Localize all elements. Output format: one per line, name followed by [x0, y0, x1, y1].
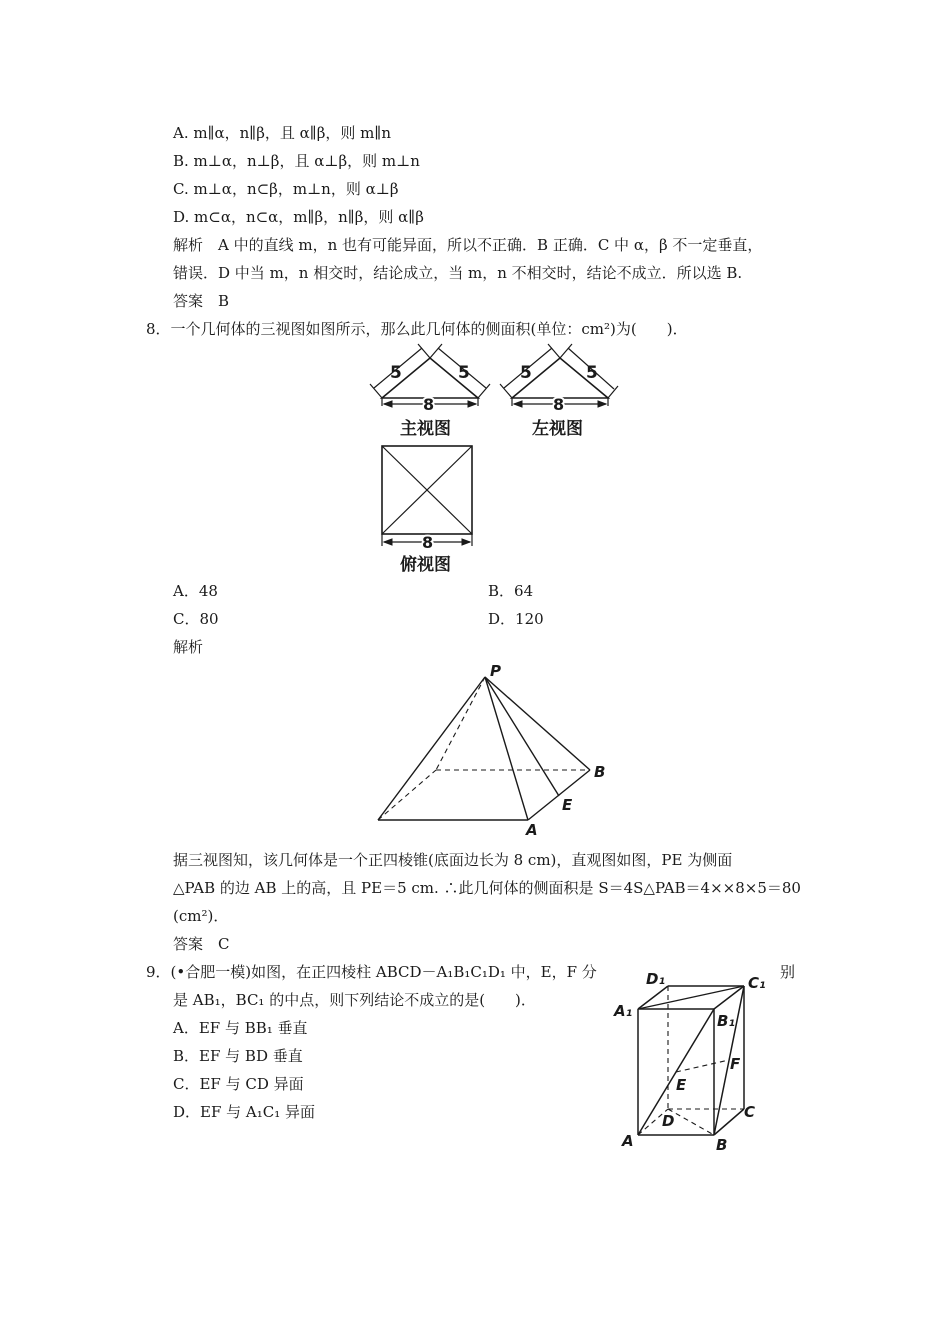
q8-explanation-line-2: △PAB 的边 AB 上的高，且 PE＝5 cm. ∴此几何体的侧面积是 S＝4S△PAB＝4××8×5＝80: [173, 879, 801, 897]
q8-option-b: B．64: [488, 582, 534, 600]
q9-option-d: D．EF 与 A₁C₁ 异面: [173, 1103, 316, 1121]
q9-stem-line-2: 是 AB₁，BC₁ 的中点，则下列结论不成立的是( )．: [173, 991, 536, 1009]
arrow-head-right: [598, 401, 606, 407]
side-slant-left: 5: [520, 363, 532, 383]
front-slant-right: 5: [458, 363, 470, 383]
q8-explanation-line-1: 据三视图知，该几何体是一个正四棱锥(底面边长为 8 cm)，直观图如图，PE 为侧面: [173, 851, 733, 869]
arrow-head-left: [514, 401, 522, 407]
q9-option-a: A．EF 与 BB₁ 垂直: [173, 1019, 308, 1037]
top-view: [382, 446, 472, 575]
prism-label-f: F: [730, 1055, 741, 1073]
q8-answer: 答案 C: [173, 935, 230, 953]
prism-label-a: A: [622, 1132, 634, 1150]
prism-label-d: D: [662, 1112, 675, 1130]
q8-explanation-line-3: (cm²)．: [173, 907, 229, 925]
q9-option-c: C．EF 与 CD 异面: [173, 1075, 304, 1093]
front-view: [370, 344, 490, 439]
prism-label-b: B: [716, 1136, 728, 1154]
pyramid-label-e: E: [562, 796, 573, 814]
prism-label-e: E: [676, 1076, 687, 1094]
q9-option-b: B．EF 与 BD 垂直: [173, 1047, 303, 1065]
q7-option-a: A. m∥α，n∥β，且 α∥β，则 m∥n: [173, 124, 391, 142]
top-base-length: 8: [422, 533, 434, 552]
q7-analysis-line-2: 错误．D 中当 m，n 相交时，结论成立，当 m，n 不相交时，结论不成立．所以选 B.: [173, 264, 743, 282]
front-slant-left: 5: [390, 363, 402, 383]
prism-label-a1: A₁: [614, 1002, 633, 1020]
q9-stem-tail: 别: [780, 963, 796, 981]
side-view-label: 左视图: [532, 419, 583, 439]
prism-figure: [610, 960, 770, 1160]
q8-option-d: D．120: [488, 610, 544, 628]
three-view-figure: [360, 340, 620, 580]
pyramid-label-b: B: [594, 763, 606, 781]
side-view: [500, 344, 618, 439]
q8-stem: 8．一个几何体的三视图如图所示，那么此几何体的侧面积(单位：cm²)为( )．: [146, 320, 688, 338]
front-view-label: 主视图: [400, 419, 451, 439]
pyramid-label-a: A: [526, 821, 538, 839]
q7-option-c: C. m⊥α，n⊂β，m⊥n，则 α⊥β: [173, 180, 399, 198]
q7-analysis-line-1: 解析 A 中的直线 m，n 也有可能异面，所以不正确．B 正确．C 中 α，β 不一定垂直，: [173, 236, 763, 254]
q9-stem-line-1: 9．(•合肥一模)如图，在正四棱柱 ABCD－A₁B₁C₁D₁ 中，E，F 分: [146, 963, 597, 981]
q8-analysis-label: 解析: [173, 638, 204, 656]
q7-answer: 答案 B: [173, 292, 230, 310]
side-slant-right: 5: [586, 363, 598, 383]
side-base-length: 8: [553, 395, 565, 414]
prism-label-b1: B₁: [717, 1012, 736, 1030]
q7-option-d: D. m⊂α，n⊂α，m∥β，n∥β，则 α∥β: [173, 208, 424, 226]
q7-option-b: B. m⊥α，n⊥β，且 α⊥β，则 m⊥n: [173, 152, 420, 170]
arrow-head-right: [468, 401, 476, 407]
arrow-head-right: [462, 539, 470, 545]
pyramid-label-p: P: [490, 662, 501, 680]
prism-label-c: C: [744, 1103, 756, 1121]
prism-label-c1: C₁: [748, 974, 766, 992]
pyramid-figure: [370, 660, 620, 840]
arrow-head-left: [384, 539, 392, 545]
q8-option-c: C．80: [173, 610, 219, 628]
prism-label-d1: D₁: [646, 970, 666, 988]
q8-option-a: A．48: [173, 582, 218, 600]
arrow-head-left: [384, 401, 392, 407]
top-view-label: 俯视图: [400, 555, 451, 575]
front-base-length: 8: [423, 395, 435, 414]
